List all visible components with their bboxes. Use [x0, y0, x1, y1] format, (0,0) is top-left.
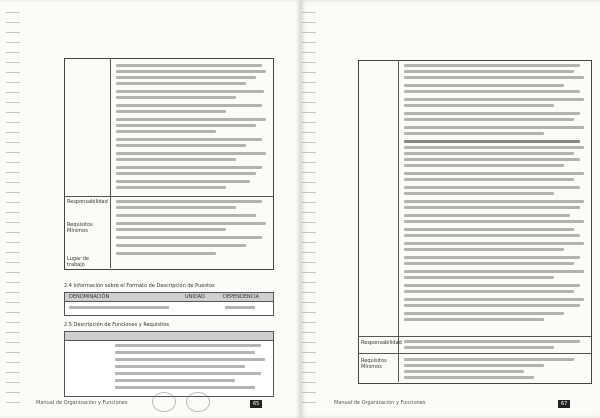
right-label-requisitos: Requisitos Mínimos: [361, 358, 387, 370]
right-page-number: 67: [558, 400, 570, 408]
positions-table: [64, 292, 274, 316]
spiral-binding: [302, 6, 316, 410]
left-seal-1: [152, 392, 176, 412]
table-header-dependencia: DEPENDENCIA: [223, 294, 260, 300]
left-label-requisitos: Requisitos Mínimos: [67, 222, 93, 234]
functions-table: [64, 331, 274, 397]
right-page: [300, 0, 600, 418]
left-seal-2: [186, 392, 210, 412]
left-label-lugar: Lugar de trabajo: [67, 256, 89, 268]
spiral-binding: [6, 6, 20, 410]
table-header-denominacion: DENOMINACIÓN: [69, 294, 110, 300]
left-page-number: 65: [250, 400, 262, 408]
section2-caption: 2.5 Descripción de Funciones y Requisitos: [64, 322, 170, 328]
table-header-unidad: UNIDAD: [185, 294, 205, 300]
left-label-responsabilidad: Responsabilidad: [67, 199, 108, 205]
table-caption: 2.4 Información sobre el Formato de Descripción de Puestos: [64, 283, 215, 289]
right-footer: Manual de Organización y Funciones: [334, 400, 426, 406]
right-label-responsabilidad: Responsabilidad: [361, 340, 402, 346]
left-footer: Manual de Organización y Funciones: [36, 400, 128, 406]
